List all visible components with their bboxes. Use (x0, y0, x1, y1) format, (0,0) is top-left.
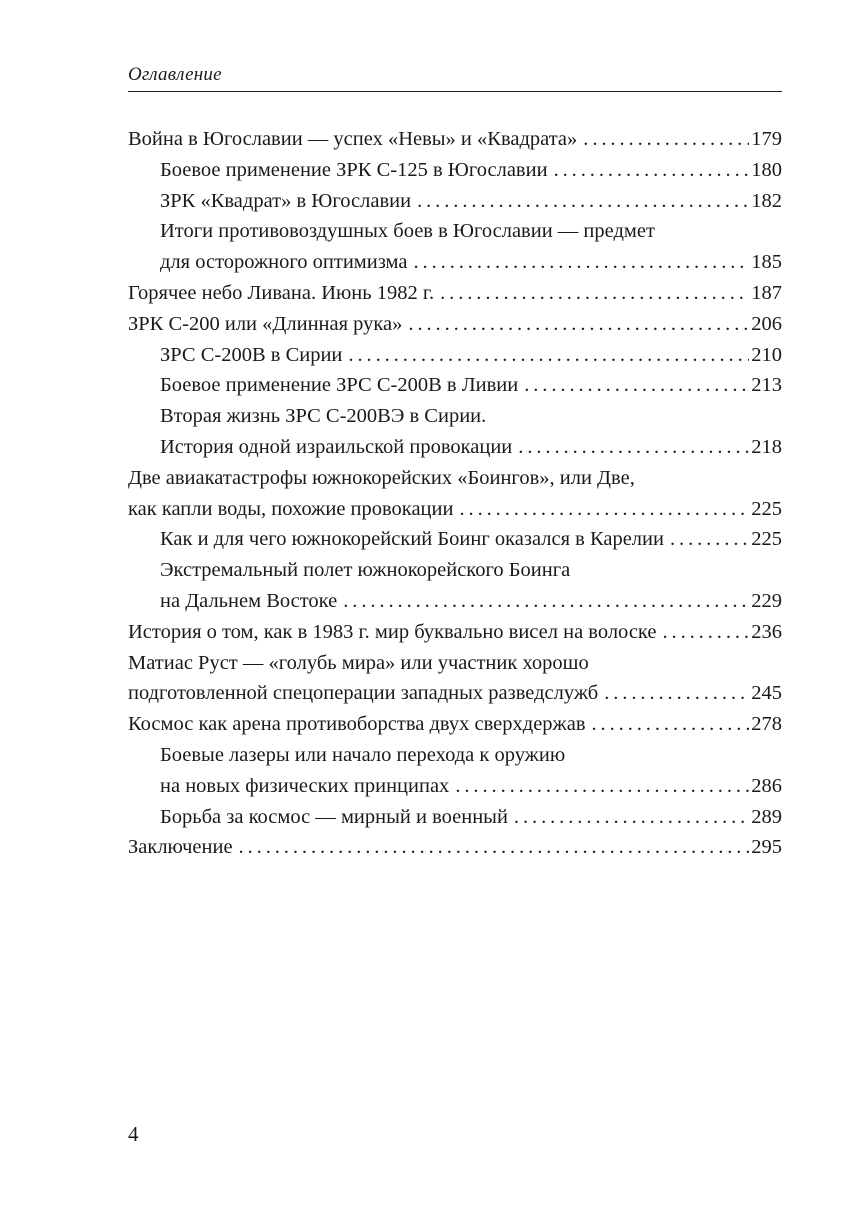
toc-entry-title: Заключение (128, 836, 233, 859)
toc-entry-line (128, 309, 782, 340)
toc-entry (128, 124, 782, 155)
toc-entry (128, 309, 782, 340)
toc-entry-line (160, 216, 782, 247)
toc-page-number: 206 (751, 312, 782, 335)
toc-entry-line (160, 340, 782, 371)
toc-entry-title: Экстремальный полет южнокорейского Боинга (160, 559, 571, 582)
toc-subentry (128, 740, 782, 802)
toc-entry-line (160, 555, 782, 586)
dot-leader (408, 309, 749, 340)
toc-page-number: 213 (751, 374, 782, 397)
toc-entry-line (160, 401, 782, 432)
toc-subentry (128, 340, 782, 371)
dot-leader (414, 247, 750, 278)
dot-leader (239, 832, 750, 863)
toc-entry-title: как капли воды, похожие провокации (128, 497, 454, 520)
toc-entry-title: Боевые лазеры или начало перехода к оружию (160, 743, 566, 766)
toc-entry-line (160, 247, 782, 278)
toc-subentry (128, 370, 782, 401)
toc-page-number: 236 (751, 620, 782, 643)
toc-subentry (128, 401, 782, 463)
toc-subentry (128, 524, 782, 555)
toc-entry-title: Матиас Руст — «голубь мира» или участник хорошо (128, 651, 589, 674)
toc-entry-line (128, 494, 782, 525)
toc-page-number: 187 (751, 281, 782, 304)
toc-page-number: 180 (751, 158, 782, 181)
toc-entry-title: Боевое применение ЗРК С-125 в Югославии (160, 158, 548, 181)
toc-entry-title: Борьба за космос — мирный и военный (160, 805, 508, 828)
toc-entry-title: на Дальнем Востоке (160, 589, 338, 612)
table-of-contents (128, 124, 782, 863)
toc-page-number: 278 (751, 713, 782, 736)
toc-subentry (128, 216, 782, 278)
toc-entry-line (160, 771, 782, 802)
toc-entry-title: Горячее небо Ливана. Июнь 1982 г. (128, 281, 435, 304)
toc-entry (128, 832, 782, 863)
toc-entry-title: Космос как арена противоборства двух сверхдержав (128, 713, 586, 736)
toc-entry-line (128, 648, 782, 679)
running-head: Оглавление (128, 64, 222, 85)
toc-page-number: 245 (751, 682, 782, 705)
toc-entry-line (160, 155, 782, 186)
dot-leader (524, 370, 749, 401)
toc-entry-title: Боевое применение ЗРС С-200В в Ливии (160, 374, 519, 397)
toc-page-number: 185 (751, 251, 782, 274)
toc-entry-title: для осторожного оптимизма (160, 251, 408, 274)
toc-entry-line (128, 463, 782, 494)
toc-entry-line (128, 124, 782, 155)
toc-entry (128, 648, 782, 710)
toc-entry-line (160, 186, 782, 217)
dot-leader (592, 709, 750, 740)
dot-leader (554, 155, 750, 186)
toc-entry (128, 709, 782, 740)
dot-leader (662, 617, 749, 648)
toc-page-number: 229 (751, 589, 782, 612)
toc-entry-line (160, 586, 782, 617)
dot-leader (440, 278, 749, 309)
dot-leader (459, 494, 749, 525)
dot-leader (604, 678, 749, 709)
toc-subentry (128, 155, 782, 186)
dot-leader (518, 432, 749, 463)
toc-entry (128, 617, 782, 648)
toc-page-number: 179 (751, 128, 782, 150)
dot-leader (670, 524, 749, 555)
toc-page-number: 286 (751, 774, 782, 797)
toc-page-number: 225 (751, 528, 782, 551)
toc-subentry (128, 802, 782, 833)
toc-entry (128, 278, 782, 309)
toc-entry-title: Война в Югославии — успех «Невы» и «Квадрата» (128, 128, 578, 150)
toc-entry-line (128, 617, 782, 648)
toc-entry-title: Итоги противовоздушных боев в Югославии — предмет (160, 220, 655, 243)
dot-leader (455, 771, 749, 802)
dot-leader (343, 586, 749, 617)
toc-entry-title: ЗРК С-200 или «Длинная рука» (128, 312, 403, 335)
toc-entry-line (128, 709, 782, 740)
toc-entry-line (128, 678, 782, 709)
toc-page-number: 295 (751, 836, 782, 859)
toc-subentry (128, 555, 782, 617)
header-rule (128, 91, 782, 92)
toc-page-number: 225 (751, 497, 782, 520)
toc-entry-title: Вторая жизнь ЗРС С-200ВЭ в Сирии. (160, 405, 487, 428)
toc-entry-title: ЗРС С-200В в Сирии (160, 343, 343, 366)
dot-leader (514, 802, 749, 833)
toc-entry-line (160, 432, 782, 463)
dot-leader (348, 340, 749, 371)
toc-entry-title: ЗРК «Квадрат» в Югославии (160, 189, 412, 212)
toc-entry-title: Две авиакатастрофы южнокорейских «Боингов», или Две, (128, 466, 635, 489)
toc-page-number: 218 (751, 435, 782, 458)
toc-page-number: 289 (751, 805, 782, 828)
dot-leader (583, 124, 749, 155)
toc-entry-line (160, 370, 782, 401)
toc-page-number: 210 (751, 343, 782, 366)
toc-entry-title: История о том, как в 1983 г. мир буквально висел на волоске (128, 620, 657, 643)
toc-entry-line (160, 740, 782, 771)
toc-entry-title: История одной израильской провокации (160, 435, 513, 458)
page-number: 4 (128, 1122, 139, 1146)
dot-leader (417, 186, 749, 217)
toc-entry-title: на новых физических принципах (160, 774, 450, 797)
toc-entry-line (160, 524, 782, 555)
toc-entry-line (128, 832, 782, 863)
toc-entry-line (160, 802, 782, 833)
toc-entry-title: Как и для чего южнокорейский Боинг оказался в Карелии (160, 528, 664, 551)
toc-subentry (128, 186, 782, 217)
toc-page-number: 182 (751, 189, 782, 212)
toc-entry-title: подготовленной спецоперации западных разведслужб (128, 682, 599, 705)
toc-entry-line (128, 278, 782, 309)
toc-entry (128, 463, 782, 525)
